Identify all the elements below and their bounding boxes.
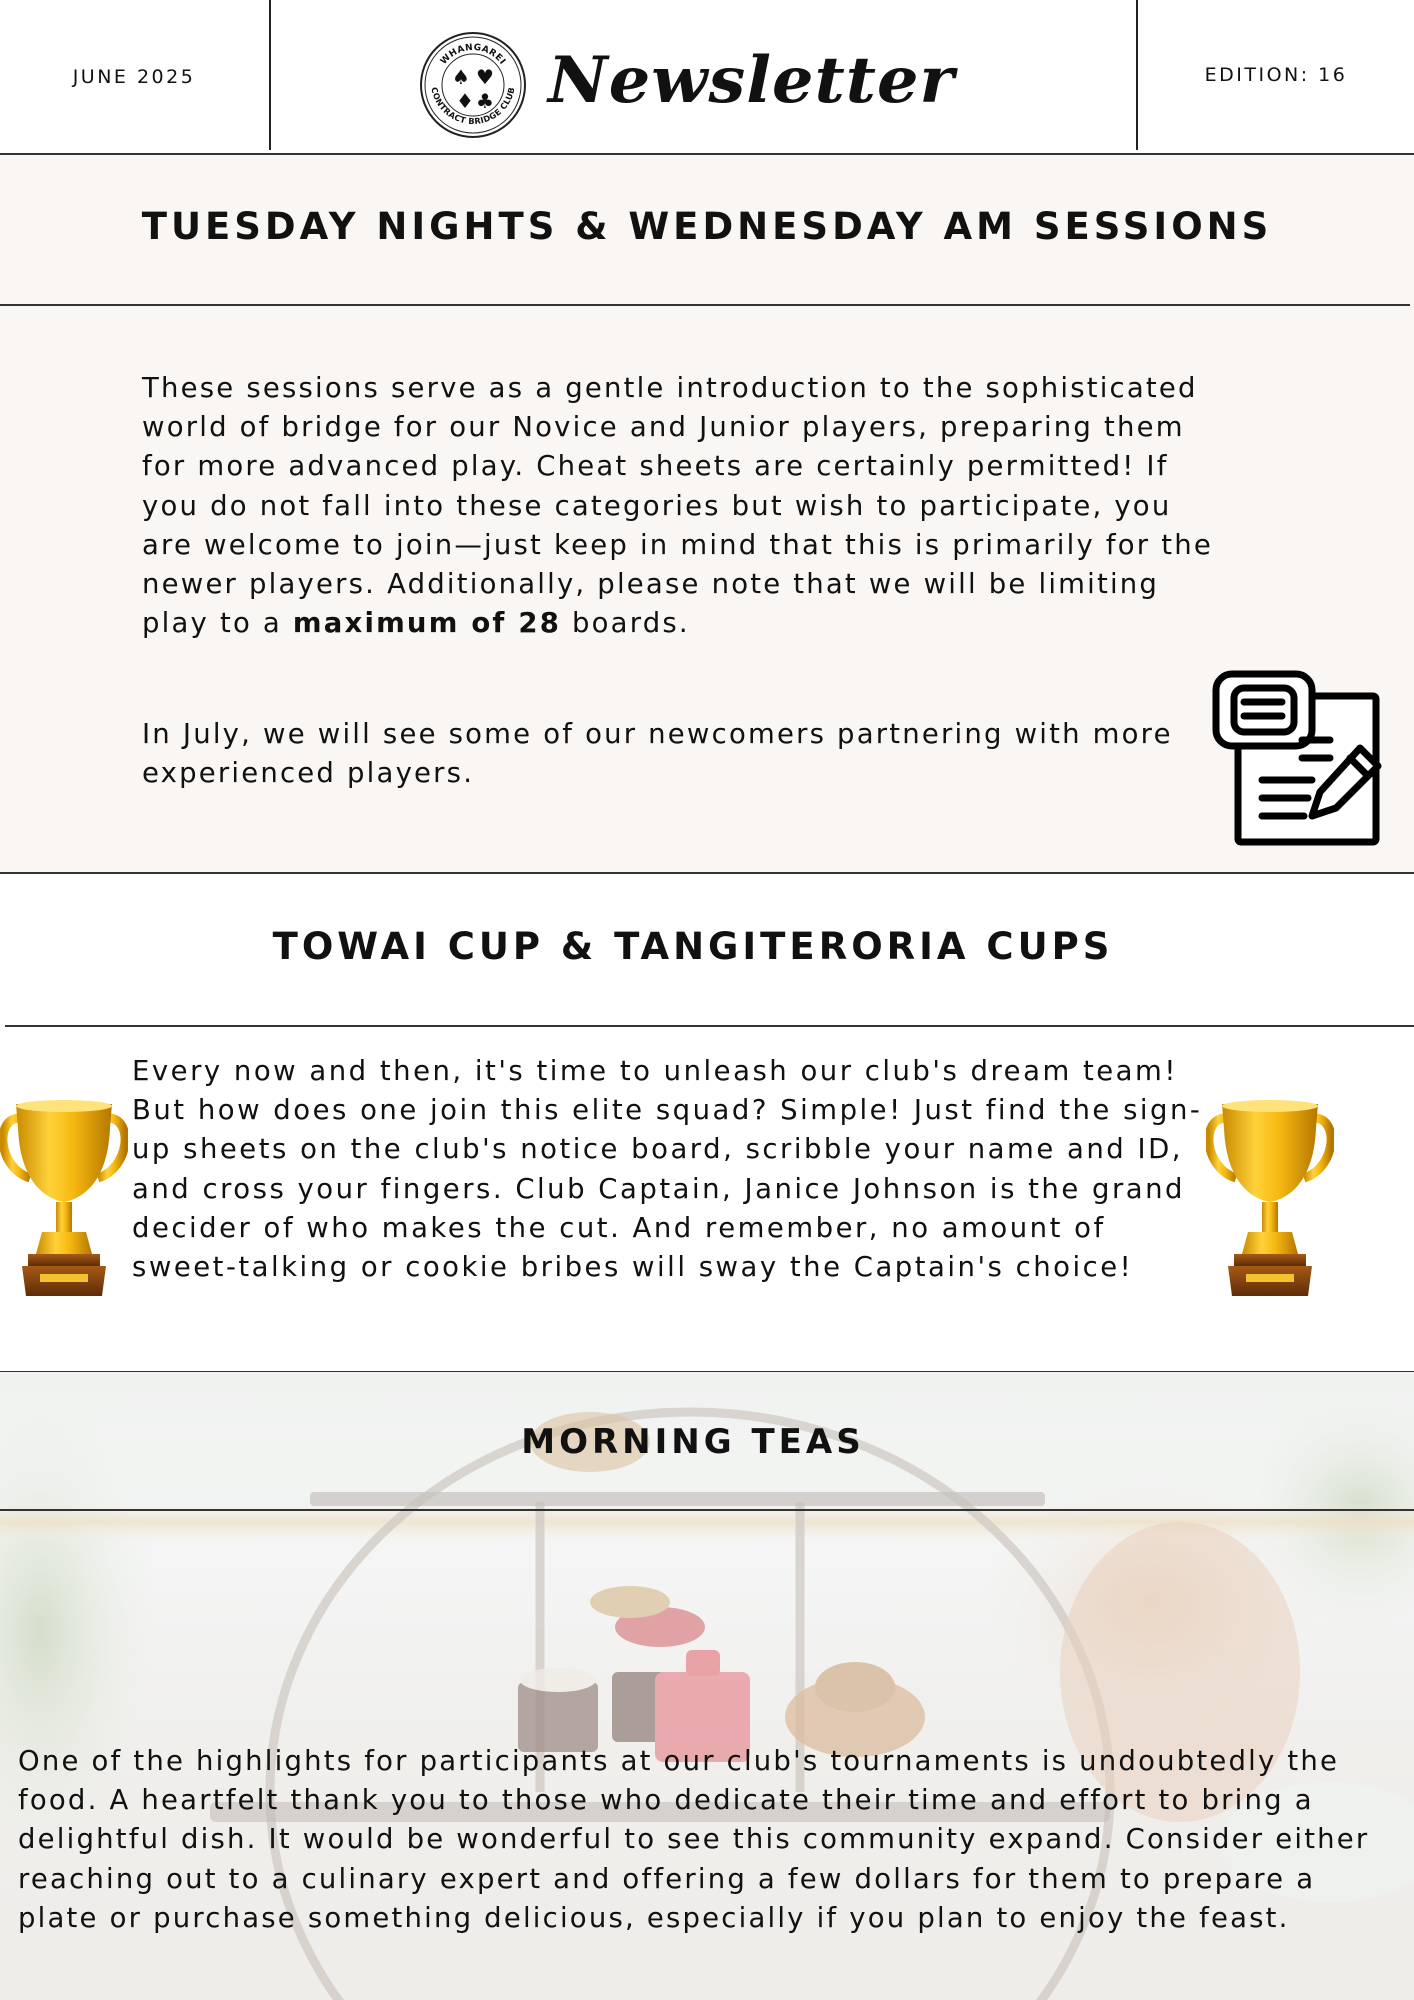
masthead-title: Newsletter [548, 43, 955, 118]
morning-teas-heading: MORNING TEAS [521, 1422, 865, 1462]
morning-teas-heading-rule [0, 1509, 1414, 1511]
sessions-paragraph-2: In July, we will see some of our newcomers partnering with more experienced players. [142, 718, 1173, 790]
logo-top-text: WHANGAREI [438, 42, 508, 67]
club-logo [418, 30, 528, 140]
cups-heading: TOWAI CUP & TANGITERORIA CUPS [272, 925, 1114, 968]
logo-bottom-text: CONTRACT BRIDGE CLUB [429, 86, 517, 127]
cups-heading-rule [5, 1025, 1414, 1027]
morning-teas-section [0, 1372, 1414, 2000]
sessions-board-limit: maximum of 28 [292, 607, 562, 640]
cups-section [0, 875, 1414, 1371]
newsletter-header [0, 0, 1414, 154]
sessions-paragraph-1 [142, 369, 1232, 643]
edition-number: EDITION: 16 [1204, 64, 1348, 86]
checklist-pen-icon [1212, 670, 1392, 850]
logo-club: ♣ [476, 89, 494, 113]
sessions-heading-rule [0, 304, 1410, 306]
morning-teas-paragraph: One of the highlights for participants at our club's tournaments is undoubtedly the food. A heartfelt thank you to those who dedicate their time and effort to bring a delightful dish. It would be wonderful to see this community expand. Consider either reaching out to a culinary expert and offering a few dollars for them to prepare a plate or purchase something delicious, especially if you plan to enjoy the feast. [18, 1745, 1370, 1934]
sessions-paragraph-1-end: boards. [561, 607, 690, 640]
trophy-icon [0, 1098, 128, 1298]
sessions-bottom-rule [0, 872, 1414, 874]
sessions-heading: TUESDAY NIGHTS & WEDNESDAY AM SESSIONS [141, 205, 1273, 248]
issue-date: JUNE 2025 [72, 66, 196, 88]
sessions-section [0, 155, 1414, 873]
header-divider-left [269, 0, 271, 150]
sessions-paragraph-1-text: These sessions serve as a gentle introduction to the sophisticated world of bridge for our Novice and Junior players, preparing them for more advanced play. Cheat sheets are certainly permitted! If you do not fall into these categories but wish to participate, you are welcome to join—just keep in mind that this is primarily for the newer players. Additionally, please note that we will be limiting play to a [142, 372, 1213, 640]
cups-paragraph: Every now and then, it's time to unleash our club's dream team! But how does one join this elite squad? Simple! Just find the sign-up sheets on the club's notice board, scribble your name and ID, and cross your fingers. Club Captain, Janice Johnson is the grand decider of who makes the cut. And remember, no amount of sweet-talking or cookie bribes will sway the Captain's choice! [132, 1055, 1203, 1284]
logo-spade: ♠ [452, 65, 470, 89]
trophy-icon [1206, 1098, 1334, 1298]
logo-diamond: ♦ [456, 89, 474, 113]
logo-heart: ♥ [476, 65, 494, 89]
